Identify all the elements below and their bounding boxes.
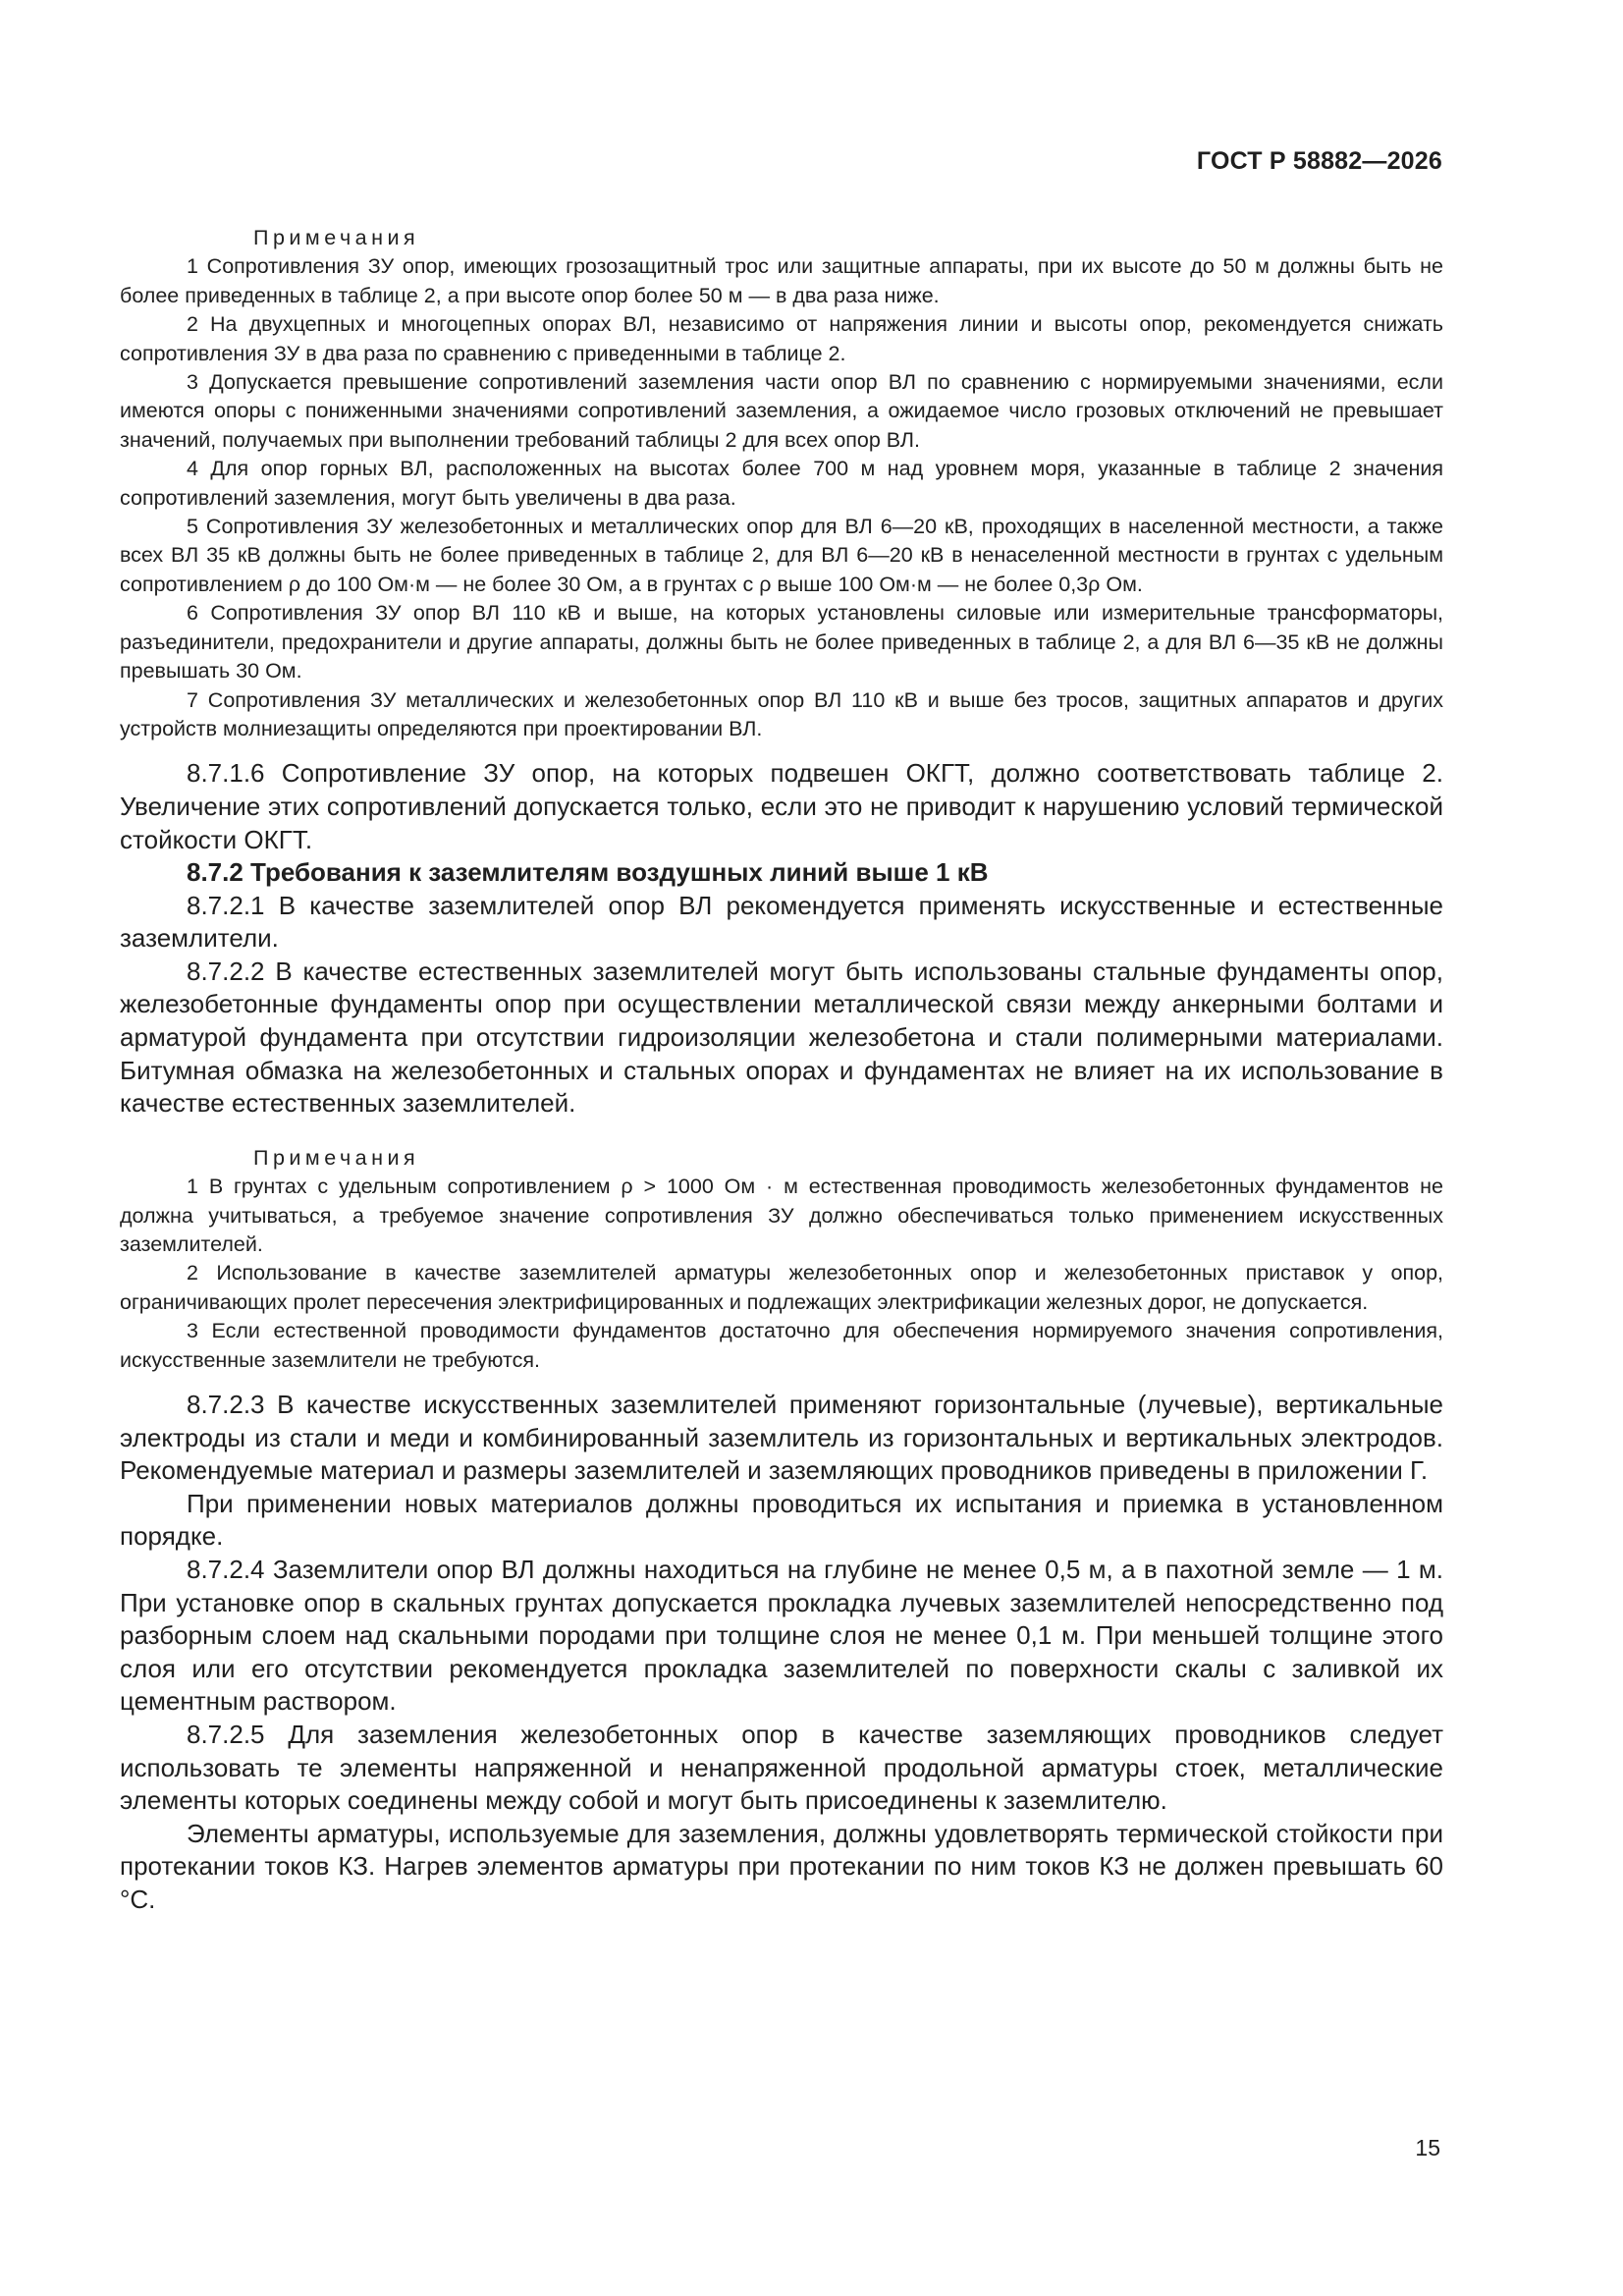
paragraph: 8.7.2.3 В качестве искусственных заземлителей применяют горизонтальные (лучевые), вертикальные электроды из стали и меди и комбинированный заземлитель из горизонтальных и вертикальных электродов. Рекомендуемые материал и размеры заземлителей и заземляющих проводников приведены в приложении Г.: [120, 1390, 1443, 1486]
notes-block-2: [120, 1144, 1443, 1375]
note-item: 5 Сопротивления ЗУ железобетонных и металлических опор для ВЛ 6—20 кВ, проходящих в населенной местности, а также всех ВЛ 35 кВ должны быть не более приведенных в таблице 2, для ВЛ 6—20 кВ в ненаселенной местности в грунтах с удельным сопротивлением ρ до 100 Ом·м — не более 30 Ом, а в грунтах с ρ выше 100 Ом·м — не более 0,3ρ Ом.: [120, 515, 1443, 596]
note-item: 2 Использование в качестве заземлителей арматуры железобетонных опор и железобетонных приставок у опор, ограничивающих пролет пересечения электрифицированных и подлежащих электрификации железных дорог, не допускается.: [120, 1261, 1443, 1314]
notes-title: Примечания: [253, 1145, 420, 1170]
main-text-block-1: [120, 757, 1443, 1121]
note-item: 2 На двухцепных и многоцепных опорах ВЛ, независимо от напряжения линии и высоты опор, рекомендуется снижать сопротивления ЗУ в два раза по сравнению с приведенными в таблице 2.: [120, 312, 1443, 365]
paragraph-8-7-2-2: 8.7.2.2 В качестве естественных заземлителей могут быть использованы стальные фундаменты опор, железобетонные фундаменты опор при осуществлении металлической связи между анкерными болтами и арматурой фундамента при отсутствии гидроизоляции железобетона и стали полимерными материалами. Битумная обмазка на железобетонных и стальных опорах и фундаментах не влияет на их использование в качестве естественных заземлителей.: [120, 956, 1443, 1119]
section-heading-8-7-2: 8.7.2 Требования к заземлителям воздушных линий выше 1 кВ: [187, 857, 989, 888]
page-number: 15: [1415, 2135, 1440, 2160]
notes-title: Примечания: [253, 226, 420, 249]
note-item: 3 Допускается превышение сопротивлений заземления части опор ВЛ по сравнению с нормируемыми значениями, если имеются опоры с пониженными значениями сопротивлений заземления, а ожидаемое число грозовых отключений не превышает значений, получаемых при выполнении требований таблицы 2 для всех опор ВЛ.: [120, 370, 1443, 452]
standard-designation: ГОСТ Р 58882—2026: [1196, 147, 1442, 175]
note-item: 7 Сопротивления ЗУ металлических и железобетонных опор ВЛ 110 кВ и выше без тросов, защитных аппаратов и других устройств молниезащиты определяются при проектировании ВЛ.: [120, 687, 1443, 740]
note-item: 1 Сопротивления ЗУ опор, имеющих грозозащитный трос или защитные аппараты, при их высоте до 50 м должны быть не более приведенных в таблице 2, а при высоте опор более 50 м — в два раза ниже.: [120, 254, 1443, 307]
paragraph: 8.7.2.5 Для заземления железобетонных опор в качестве заземляющих проводников следует использовать те элементы напряженной и ненапряженной продольной арматуры стоек, металлические элементы которых соединены между собой и могут быть присоединены к заземлителю.: [120, 1720, 1443, 1816]
notes-block-1: [120, 224, 1443, 743]
note-item: 6 Сопротивления ЗУ опор ВЛ 110 кВ и выше, на которых установлены силовые или измерительные трансформаторы, разъединители, предохранители и другие аппараты, должны быть не более приведенных в таблице 2, а для ВЛ 6—35 кВ не должны превышать 30 Ом.: [120, 601, 1443, 683]
page-content: [120, 224, 1443, 1917]
paragraph-8-7-2-1: 8.7.2.1 В качестве заземлителей опор ВЛ рекомендуется применять искусственные и естественные заземлители.: [120, 890, 1443, 954]
paragraph: При применении новых материалов должны проводиться их испытания и приемка в установленном порядке.: [120, 1488, 1443, 1552]
paragraph-8-7-1-6: 8.7.1.6 Сопротивление ЗУ опор, на которых подвешен ОКГТ, должно соответствовать таблице 2. Увеличение этих сопротивлений допускается только, если это не приводит к нарушению условий термической стойкости ОКГТ.: [120, 758, 1443, 854]
note-item: 4 Для опор горных ВЛ, расположенных на высотах более 700 м над уровнем моря, указанные в таблице 2 значения сопротивлений заземления, могут быть увеличены в два раза.: [120, 457, 1443, 510]
paragraph: Элементы арматуры, используемые для заземления, должны удовлетворять термической стойкости при протекании токов КЗ. Нагрев элементов арматуры при протекании по ним токов КЗ не должен превышать 60 °С.: [120, 1818, 1443, 1914]
main-text-block-2: [120, 1389, 1443, 1917]
note-item: 1 В грунтах с удельным сопротивлением ρ > 1000 Ом · м естественная проводимость железобетонных фундаментов не должна учитываться, а требуемое значение сопротивления ЗУ должно обеспечиваться только применением искусственных заземлителей.: [120, 1175, 1443, 1257]
note-item: 3 Если естественной проводимости фундаментов достаточно для обеспечения нормируемого значения сопротивления, искусственные заземлители не требуются.: [120, 1319, 1443, 1372]
paragraph: 8.7.2.4 Заземлители опор ВЛ должны находиться на глубине не менее 0,5 м, а в пахотной земле — 1 м. При установке опор в скальных грунтах допускается прокладка лучевых заземлителей непосредственно под разборным слоем над скальными породами при толщине слоя не менее 0,1 м. При меньшей толщине этого слоя или его отсутствии рекомендуется прокладка заземлителей по поверхности скалы с заливкой их цементным раствором.: [120, 1555, 1443, 1717]
